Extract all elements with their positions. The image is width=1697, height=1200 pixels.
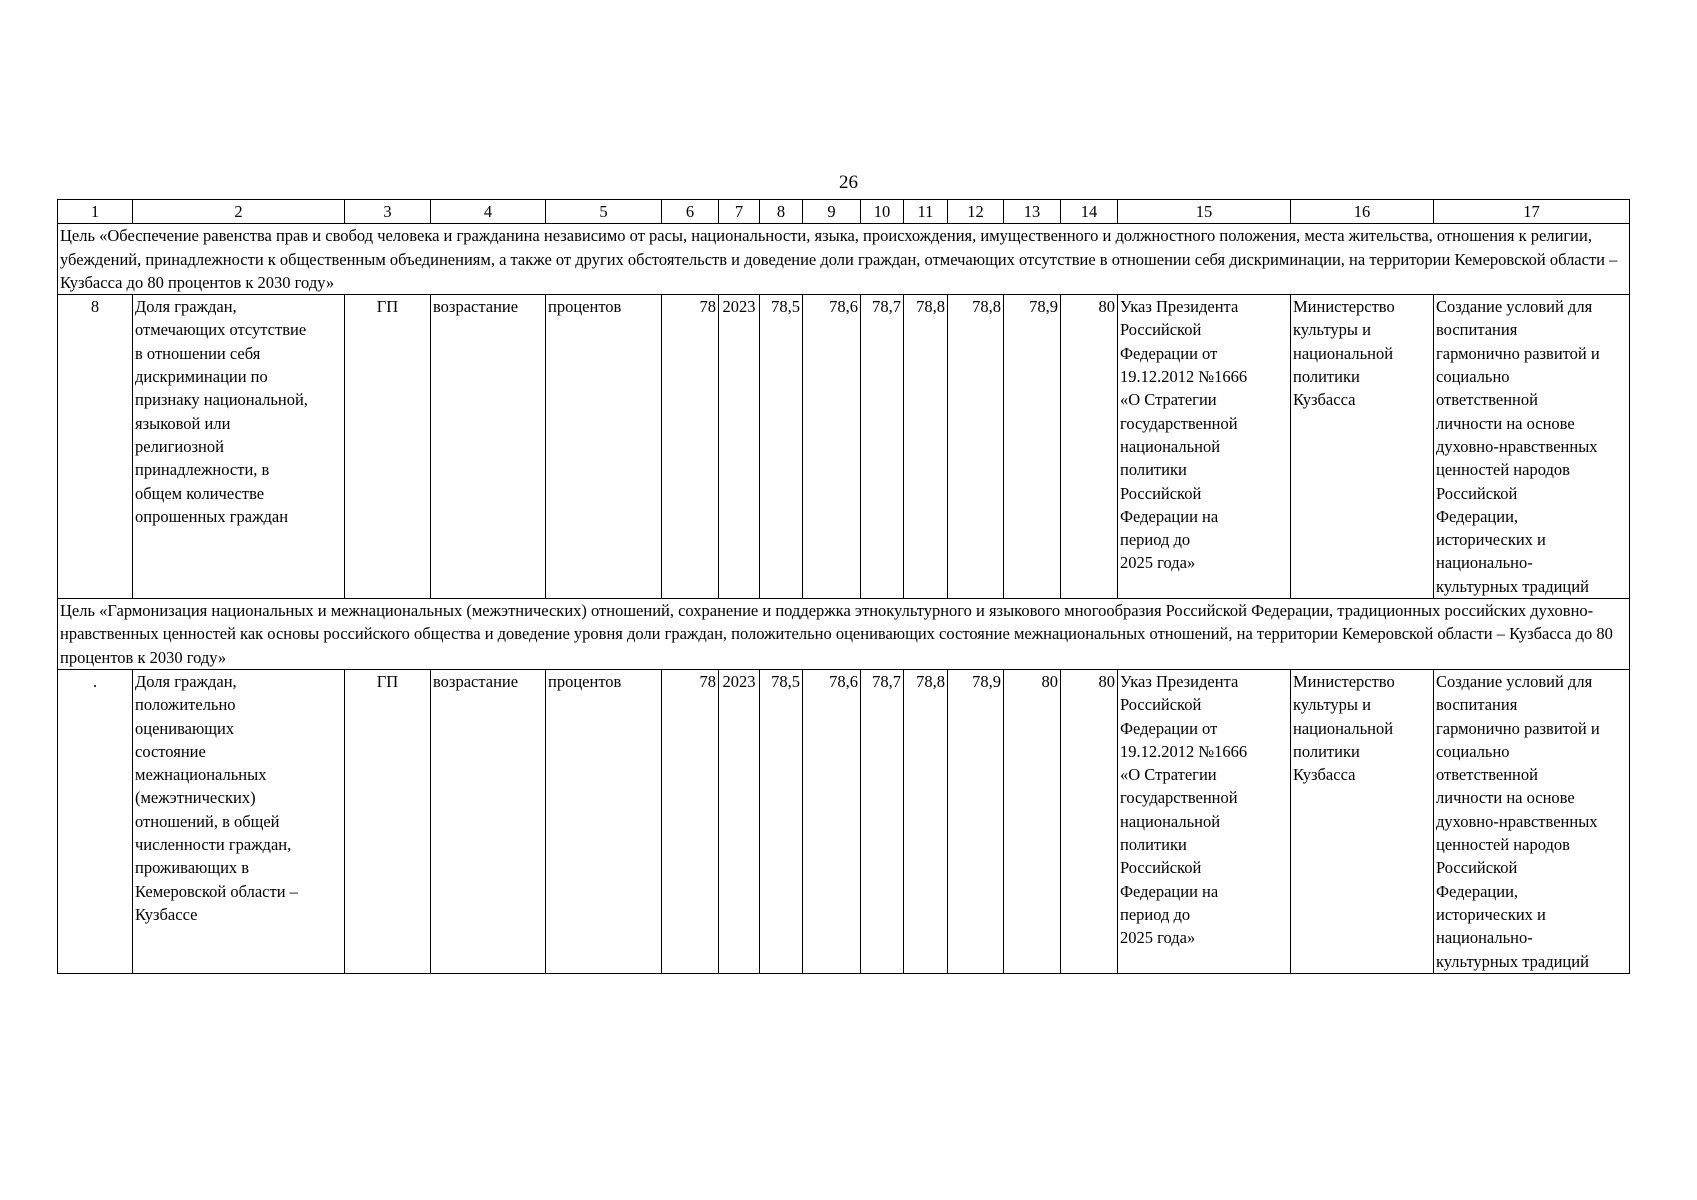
header-cell: 1 xyxy=(58,200,133,224)
header-cell: 5 xyxy=(546,200,662,224)
indicator-name: Доля граждан, положительно оценивающих состояние межнациональных (межэтнических) отношений, в общей численности граждан, проживающих в Кемеровской области – Кузбассе xyxy=(133,669,345,973)
responsible-body: Министерство культуры и национальной политики Кузбасса xyxy=(1291,295,1434,599)
base-year: 2023 xyxy=(719,295,760,599)
goal-row xyxy=(58,224,1630,295)
source-document: Указ Президента Российской Федерации от 19.12.2012 №1666 «О Стратегии государственной национальной политики Российской Федерации на период до 2025 года» xyxy=(1118,669,1291,973)
header-cell: 4 xyxy=(431,200,546,224)
value-col-8: 78,5 xyxy=(760,669,803,973)
indicator-unit: процентов xyxy=(546,669,662,973)
header-cell: 2 xyxy=(133,200,345,224)
base-value: 78 xyxy=(662,295,719,599)
value-col-11: 78,8 xyxy=(904,669,948,973)
goal-text: Цель «Обеспечение равенства прав и свобод человека и гражданина независимо от расы, национальности, языка, происхождения, имущественного и должностного положения, места жительства, отношения к религии, убеждений, принадлежности к общественным объединениям, а также от других обстоятельств и доведение доли граждан, отмечающих отсутствие в отношении себя дискриминации, на территории Кемеровской области – Кузбасса до 80 процентов к 2030 году» xyxy=(58,224,1630,295)
indicator-unit: процентов xyxy=(546,295,662,599)
indicator-level: ГП xyxy=(345,669,431,973)
value-col-10: 78,7 xyxy=(861,295,904,599)
value-col-13: 78,9 xyxy=(1004,295,1061,599)
header-cell: 6 xyxy=(662,200,719,224)
base-value: 78 xyxy=(662,669,719,973)
indicator-direction: возрастание xyxy=(431,295,546,599)
base-year: 2023 xyxy=(719,669,760,973)
header-cell: 9 xyxy=(803,200,861,224)
value-col-10: 78,7 xyxy=(861,669,904,973)
value-col-12: 78,8 xyxy=(948,295,1004,599)
indicator-number: 8 xyxy=(58,295,133,599)
indicator-row xyxy=(58,295,1630,599)
page-number: 26 xyxy=(839,172,858,193)
goal-row xyxy=(58,599,1630,670)
header-cell: 10 xyxy=(861,200,904,224)
header-cell: 12 xyxy=(948,200,1004,224)
indicator-name: Доля граждан, отмечающих отсутствие в отношении себя дискриминации по признаку национальной, языковой или религиозной принадлежности, в общем количестве опрошенных граждан xyxy=(133,295,345,599)
header-cell: 3 xyxy=(345,200,431,224)
header-cell: 14 xyxy=(1061,200,1118,224)
value-col-14: 80 xyxy=(1061,295,1118,599)
header-row xyxy=(58,200,1630,224)
header-cell: 13 xyxy=(1004,200,1061,224)
goal-link: Создание условий для воспитания гармонично развитой и социально ответственной личности на основе духовно-нравственных ценностей народов Российской Федерации, исторических и национально- культурных традиций xyxy=(1434,295,1630,599)
value-col-14: 80 xyxy=(1061,669,1118,973)
goal-link: Создание условий для воспитания гармонично развитой и социально ответственной личности на основе духовно-нравственных ценностей народов Российской Федерации, исторических и национально- культурных традиций xyxy=(1434,669,1630,973)
indicator-number: . xyxy=(58,669,133,973)
indicator-direction: возрастание xyxy=(431,669,546,973)
value-col-9: 78,6 xyxy=(803,669,861,973)
header-cell: 17 xyxy=(1434,200,1630,224)
value-col-9: 78,6 xyxy=(803,295,861,599)
value-col-8: 78,5 xyxy=(760,295,803,599)
value-col-11: 78,8 xyxy=(904,295,948,599)
header-cell: 16 xyxy=(1291,200,1434,224)
goal-text: Цель «Гармонизация национальных и межнациональных (межэтнических) отношений, сохранение и поддержка этнокультурного и языкового многообразия Российской Федерации, традиционных российских духовно-нравственных ценностей как основы российского общества и доведение уровня доли граждан, положительно оценивающих состояние межнациональных отношений, на территории Кемеровской области – Кузбасса до 80 процентов к 2030 году» xyxy=(58,599,1630,670)
indicator-row xyxy=(58,669,1630,973)
responsible-body: Министерство культуры и национальной политики Кузбасса xyxy=(1291,669,1434,973)
indicator-level: ГП xyxy=(345,295,431,599)
value-col-12: 78,9 xyxy=(948,669,1004,973)
value-col-13: 80 xyxy=(1004,669,1061,973)
header-cell: 8 xyxy=(760,200,803,224)
header-cell: 7 xyxy=(719,200,760,224)
indicators-table xyxy=(57,199,1630,974)
header-cell: 15 xyxy=(1118,200,1291,224)
header-cell: 11 xyxy=(904,200,948,224)
source-document: Указ Президента Российской Федерации от 19.12.2012 №1666 «О Стратегии государственной национальной политики Российской Федерации на период до 2025 года» xyxy=(1118,295,1291,599)
